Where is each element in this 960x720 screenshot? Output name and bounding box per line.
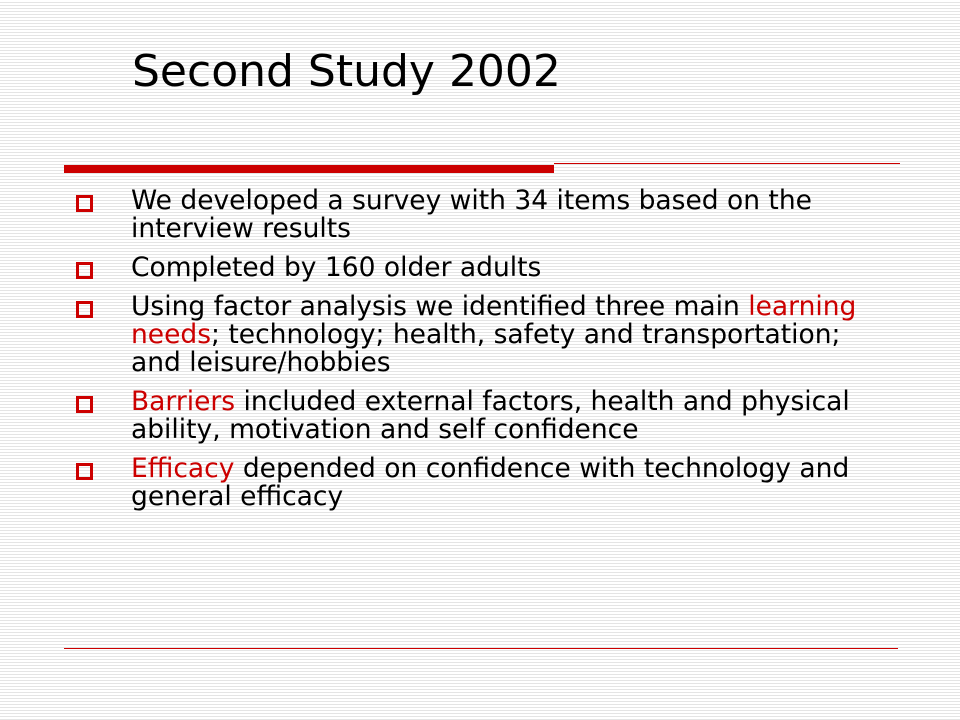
bullet-text xyxy=(131,252,541,283)
bullet-list xyxy=(74,187,864,522)
title-divider-line xyxy=(554,163,900,164)
hollow-square-icon xyxy=(76,396,93,413)
hollow-square-icon xyxy=(76,262,93,279)
hollow-square-icon xyxy=(76,463,93,480)
bullet-item xyxy=(74,455,864,511)
bullet-text xyxy=(131,453,849,512)
bullet-text-segment: included external factors, health and physical ability, motivation and self confidence xyxy=(131,386,850,445)
bullet-text xyxy=(131,386,850,445)
bullet-item xyxy=(74,187,864,243)
footer-divider-line xyxy=(64,648,898,649)
bullet-text-segment: ; technology; health, safety and transportation; and leisure/hobbies xyxy=(131,319,841,378)
slide-title: Second Study 2002 xyxy=(132,46,561,97)
highlighted-term: Efficacy xyxy=(131,453,235,484)
bullet-text-segment: We developed a survey with 34 items based on the interview results xyxy=(131,185,812,244)
bullet-item xyxy=(74,254,864,282)
bullet-item xyxy=(74,293,864,377)
title-accent-bar xyxy=(64,165,554,173)
bullet-text-segment: depended on confidence with technology and general efficacy xyxy=(131,453,850,512)
bullet-text-segment: Using factor analysis we identified three main xyxy=(131,291,749,322)
highlighted-term: Barriers xyxy=(131,386,236,417)
hollow-square-icon xyxy=(76,195,93,212)
bullet-item xyxy=(74,388,864,444)
highlighted-term: learning needs xyxy=(131,291,857,350)
bullet-text xyxy=(131,291,856,378)
hollow-square-icon xyxy=(76,301,93,318)
bullet-text-segment: Completed by 160 older adults xyxy=(131,252,542,283)
bullet-text xyxy=(131,185,812,244)
